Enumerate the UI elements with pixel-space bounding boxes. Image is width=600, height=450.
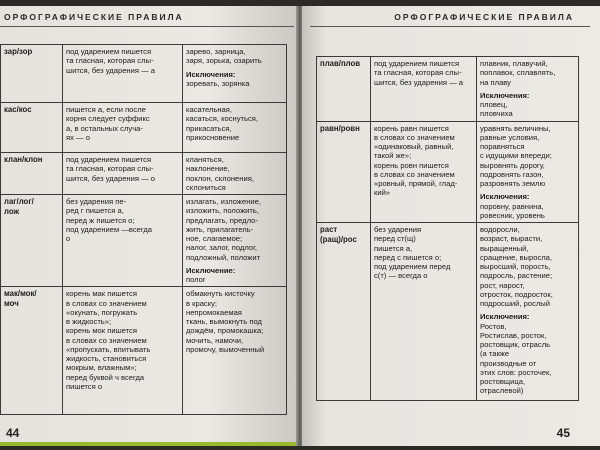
examples-text: водоросли, возраст, вырасти, выращенный, сращение, выросла, выросший, порость, подросль, растение; рост, нарост, отросток, подросток, подросший, рослый <box>480 225 553 308</box>
root-cell: зар/зор <box>1 45 63 103</box>
exception-label: Исключения: <box>480 312 530 322</box>
header-rule-left <box>0 26 294 27</box>
examples-cell <box>477 223 579 401</box>
table-row <box>1 195 287 287</box>
table-row <box>317 223 579 401</box>
rule-cell: корень мак пишется в словах со значением «окунать, погружать в жидкость»; корень мок пишется в словах со значением «пропускать, впитывать жидкость, становиться мокрым, влажным»; перед буквой ч всегда пишется о <box>63 287 183 415</box>
left-page <box>0 6 298 446</box>
examples-text: плавник, плавучий, поплавок, сплавлять, на плаву <box>480 59 556 87</box>
exception-label: Исключения: <box>480 192 530 202</box>
rule-cell: под ударением пишется та гласная, которая слы- шится, без ударения — а <box>63 45 183 103</box>
exceptions-text: полог <box>186 275 206 284</box>
running-head-left: ОРФОГРАФИЧЕСКИЕ ПРАВИЛА <box>4 12 184 22</box>
header-rule-right <box>310 26 590 27</box>
table-row <box>1 103 287 153</box>
exceptions-text: зоревать, зорянка <box>186 78 250 88</box>
exceptions-text: Ростов, Ростислав, росток, ростовщик, отрасль (а также производные от этих слов: росточек, ростовщица, отраслевой) <box>480 321 552 396</box>
root-cell: равн/ровн <box>317 121 371 223</box>
root-cell: мак/мок/ моч <box>1 287 63 415</box>
rule-cell: без ударения пе- ред г пишется а, перед ж пишется о; под ударением —всегда о <box>63 195 183 287</box>
examples-cell: обмакнуть кисточку в краску; непромокаемая ткань, вымокнуть под дождём, промокашка; мочить, намочи, промочу, вымоченный <box>183 287 287 415</box>
page-number-left: 44 <box>6 426 20 440</box>
rule-cell: пишется а, если после корня следует суффикс а, в остальных случа- ях — о <box>63 103 183 153</box>
examples-cell: касательная, касаться, коснуться, прикасаться, прикосновение <box>183 103 287 153</box>
page-number-right: 45 <box>556 426 570 440</box>
rule-cell: корень равн пишется в словах со значением «одинаковый, равный, такой же»; корень ровн пишется в словах со значением «ровный, прямой, глад- кий» <box>371 121 477 223</box>
rule-cell: без ударения перед ст(щ) пишется а, перед с пишется о; под ударением перед с(т) — всегда о <box>371 223 477 401</box>
root-cell: клан/клон <box>1 153 63 195</box>
rule-cell: под ударением пишется та гласная, которая слы- шится, без ударения — а <box>371 57 477 122</box>
examples-cell <box>183 45 287 103</box>
exceptions-text: поровну, равнина, ровесник, уровень <box>480 201 545 220</box>
table-row <box>317 57 579 122</box>
cover-edge <box>0 442 298 446</box>
table-row <box>1 45 287 103</box>
exception-label: Исключения: <box>186 69 236 79</box>
root-cell: кас/кос <box>1 103 63 153</box>
rule-cell: под ударением пишется та гласная, которая слы- шится, без ударения — о <box>63 153 183 195</box>
root-cell: лаг/лог/ лож <box>1 195 63 287</box>
exception-label: Исключение: <box>186 265 236 275</box>
table-row <box>1 287 287 415</box>
exception-label: Исключения: <box>480 90 530 100</box>
examples-text: излагать, изложение, изложить, положить, предлагать, предло- жить, прилагатель- ное, слагаемое; налог, залог, подлог, подложный, положит <box>186 197 261 262</box>
exceptions-text: пловец, пловчиха <box>480 100 513 119</box>
spelling-rules-table-left <box>0 44 287 415</box>
spelling-rules-table-right <box>316 56 579 401</box>
examples-cell <box>183 195 287 287</box>
table-row <box>1 153 287 195</box>
table-row <box>317 121 579 223</box>
examples-cell: кланяться, наклонение, поклон, склонения, склониться <box>183 153 287 195</box>
root-cell: раст (ращ)/рос <box>317 223 371 401</box>
examples-cell <box>477 57 579 122</box>
examples-text: зарево, зарница, заря, зорька, озарить <box>186 47 262 66</box>
root-cell: плав/плов <box>317 57 371 122</box>
running-head-right: ОРФОГРАФИЧЕСКИЕ ПРАВИЛА <box>394 12 574 22</box>
right-page <box>302 6 600 446</box>
examples-text: уравнять величины, равные условия, поравняться с идущими впереди; выровнять дорогу, подровнять газон, разровнять землю <box>480 123 552 188</box>
examples-cell <box>477 121 579 223</box>
